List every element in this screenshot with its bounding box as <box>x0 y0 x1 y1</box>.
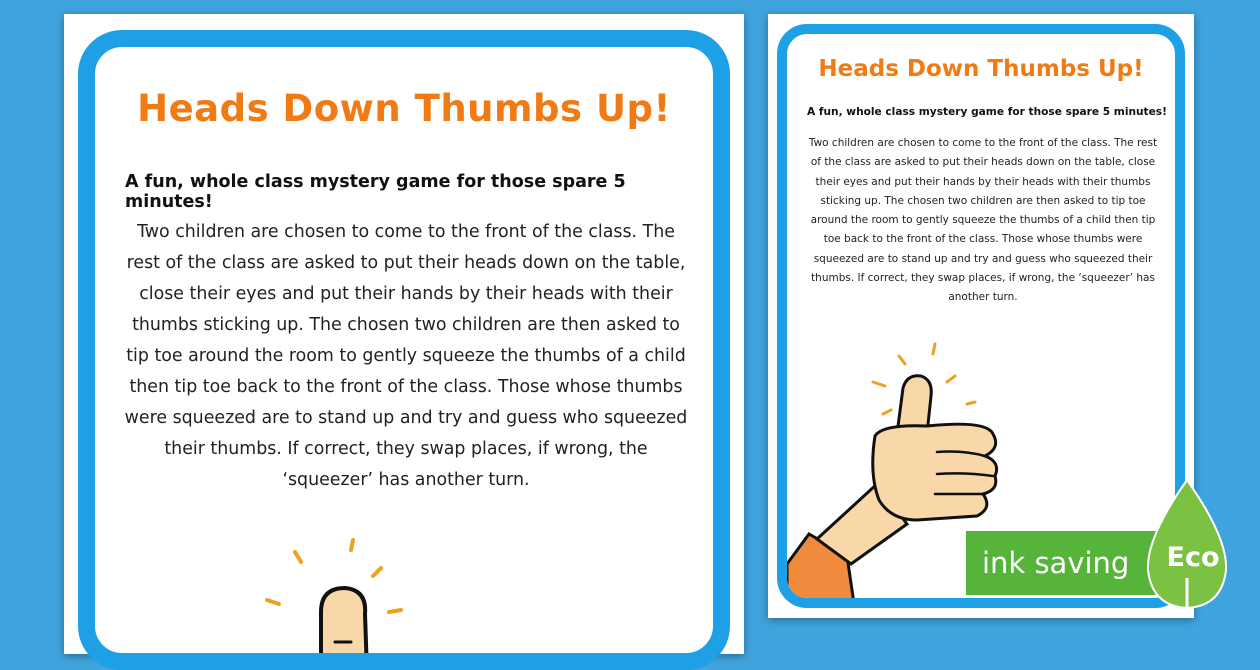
poster-instructions: Two children are chosen to come to the front of the class. The rest of the class are asked to put their heads down on the table, close their eyes and put their hands by their heads with their thumbs sticking up. The chosen two children are then asked to tip toe around the room to gently squeeze the thumbs of a child then tip toe back to the front of the class. Those whose thumbs were squeezed are to stand up and try and guess who squeezed their thumbs. If correct, they swap places, if wrong, the ‘squeezer’ has another turn. <box>124 222 688 490</box>
thumbs-up-icon <box>255 522 415 662</box>
poster-title: Heads Down Thumbs Up! <box>818 56 1144 82</box>
poster-preview-large <box>64 14 744 654</box>
poster-subtitle: A fun, whole class mystery game for those spare 5 minutes! <box>125 172 626 212</box>
poster-frame <box>78 30 730 670</box>
poster-instructions: Two children are chosen to come to the front of the class. The rest of the class are asked to put their heads down on the table, close their eyes and put their hands by their heads with their thumbs sticking up. The chosen two children are then asked to tip toe around the room to gently squeeze the thumbs of a child then tip toe back to the front of the class. Those whose thumbs were squeezed are to stand up and try and guess who squeezed their thumbs. If correct, they swap places, if wrong, the ‘squeezer’ has another turn. <box>808 137 1158 304</box>
poster-preview-small <box>768 14 1194 618</box>
ink-saving-label: ink saving <box>982 546 1130 580</box>
poster-title: Heads Down Thumbs Up! <box>137 87 671 130</box>
poster-subtitle: A fun, whole class mystery game for those spare 5 minutes! <box>807 106 1167 118</box>
eco-label: Eco <box>1166 542 1220 573</box>
poster-frame <box>777 24 1185 608</box>
